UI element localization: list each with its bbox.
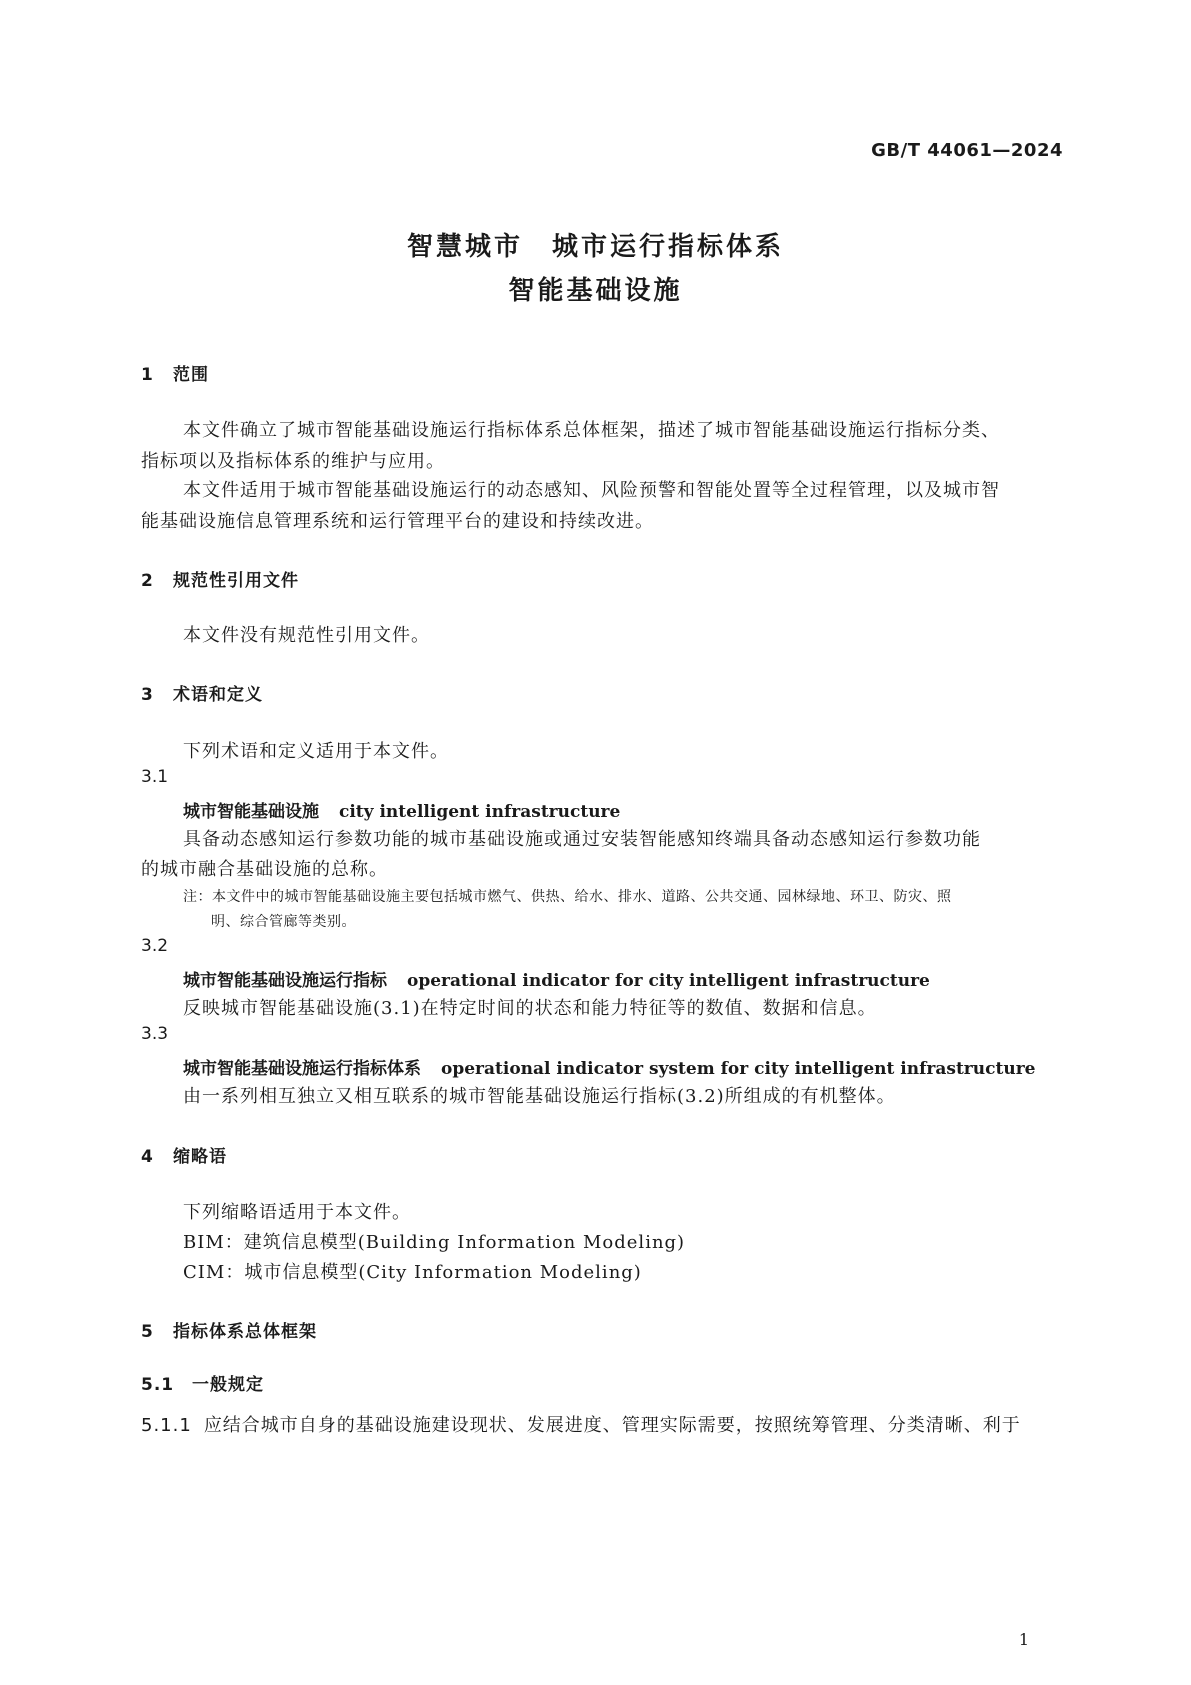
paragraph-line: 本文件确立了城市智能基础设施运行指标体系总体框架，描述了城市智能基础设施运行指标分类、 bbox=[183, 420, 1000, 441]
definition-line: 的城市融合基础设施的总称。 bbox=[141, 859, 388, 880]
section-2-heading bbox=[141, 566, 299, 591]
definition-line: 反映城市智能基础设施(3.1)在特定时间的状态和能力特征等的数值、数据和信息。 bbox=[183, 998, 877, 1019]
paragraph-line: 下列术语和定义适用于本文件。 bbox=[183, 741, 449, 762]
term-entry bbox=[183, 966, 930, 991]
section-number: 1 bbox=[141, 365, 154, 385]
section-number: 2 bbox=[141, 571, 154, 591]
paragraph-line: 指标项以及指标体系的维护与应用。 bbox=[141, 451, 445, 472]
term-english: operational indicator for city intelligent infrastructure bbox=[407, 971, 930, 991]
abbreviation-bim: BIM：建筑信息模型(Building Information Modeling) bbox=[183, 1232, 686, 1253]
section-title: 指标体系总体框架 bbox=[173, 1322, 317, 1342]
clause-number: 5.1.1 bbox=[141, 1415, 192, 1436]
paragraph-line: 本文件适用于城市智能基础设施运行的动态感知、风险预警和智能处置等全过程管理，以及城市智 bbox=[183, 480, 1000, 501]
definition-line: 具备动态感知运行参数功能的城市基础设施或通过安装智能感知终端具备动态感知运行参数功能 bbox=[183, 829, 981, 850]
term-number: 3.3 bbox=[141, 1024, 169, 1044]
section-title: 术语和定义 bbox=[173, 685, 263, 705]
term-entry bbox=[183, 797, 620, 822]
section-number: 5 bbox=[141, 1322, 154, 1342]
section-4-heading bbox=[141, 1142, 227, 1167]
term-english: city intelligent infrastructure bbox=[339, 802, 621, 822]
page-number: 1 bbox=[1018, 1630, 1029, 1649]
section-title: 规范性引用文件 bbox=[173, 571, 299, 591]
paragraph-line: 本文件没有规范性引用文件。 bbox=[183, 625, 430, 646]
term-chinese: 城市智能基础设施运行指标体系 bbox=[183, 1059, 421, 1079]
subsection-title: 一般规定 bbox=[192, 1375, 264, 1395]
term-entry bbox=[183, 1054, 1035, 1079]
note-line: 明、综合管廊等类别。 bbox=[211, 914, 356, 930]
subsection-number: 5.1 bbox=[141, 1375, 175, 1395]
document-title-line-1: 智慧城市 城市运行指标体系 bbox=[406, 232, 784, 262]
term-number: 3.1 bbox=[141, 767, 169, 787]
term-chinese: 城市智能基础设施 bbox=[183, 802, 319, 822]
section-5-heading bbox=[141, 1317, 317, 1342]
abbreviation-cim: CIM：城市信息模型(City Information Modeling) bbox=[183, 1262, 642, 1283]
subsection-5-1-heading bbox=[141, 1370, 264, 1395]
standard-number: GB/T 44061—2024 bbox=[871, 140, 1063, 161]
clause-text: 应结合城市自身的基础设施建设现状、发展进度、管理实际需要，按照统筹管理、分类清晰、利于 bbox=[203, 1415, 1021, 1436]
clause-5-1-1 bbox=[141, 1411, 1021, 1437]
paragraph-line: 下列缩略语适用于本文件。 bbox=[183, 1202, 411, 1223]
section-number: 4 bbox=[141, 1147, 154, 1167]
section-3-heading bbox=[141, 680, 263, 705]
document-title-line-2: 智能基础设施 bbox=[508, 276, 683, 306]
term-english: operational indicator system for city intelligent infrastructure bbox=[441, 1059, 1036, 1079]
paragraph-line: 能基础设施信息管理系统和运行管理平台的建设和持续改进。 bbox=[141, 511, 654, 532]
term-number: 3.2 bbox=[141, 936, 169, 956]
note-line: 注：本文件中的城市智能基础设施主要包括城市燃气、供热、给水、排水、道路、公共交通、园林绿地、环卫、防灾、照 bbox=[183, 889, 952, 905]
section-title: 范围 bbox=[173, 365, 209, 385]
definition-line: 由一系列相互独立又相互联系的城市智能基础设施运行指标(3.2)所组成的有机整体。 bbox=[183, 1086, 896, 1107]
section-1-heading bbox=[141, 360, 209, 385]
section-number: 3 bbox=[141, 685, 154, 705]
section-title: 缩略语 bbox=[173, 1147, 227, 1167]
term-chinese: 城市智能基础设施运行指标 bbox=[183, 971, 387, 991]
